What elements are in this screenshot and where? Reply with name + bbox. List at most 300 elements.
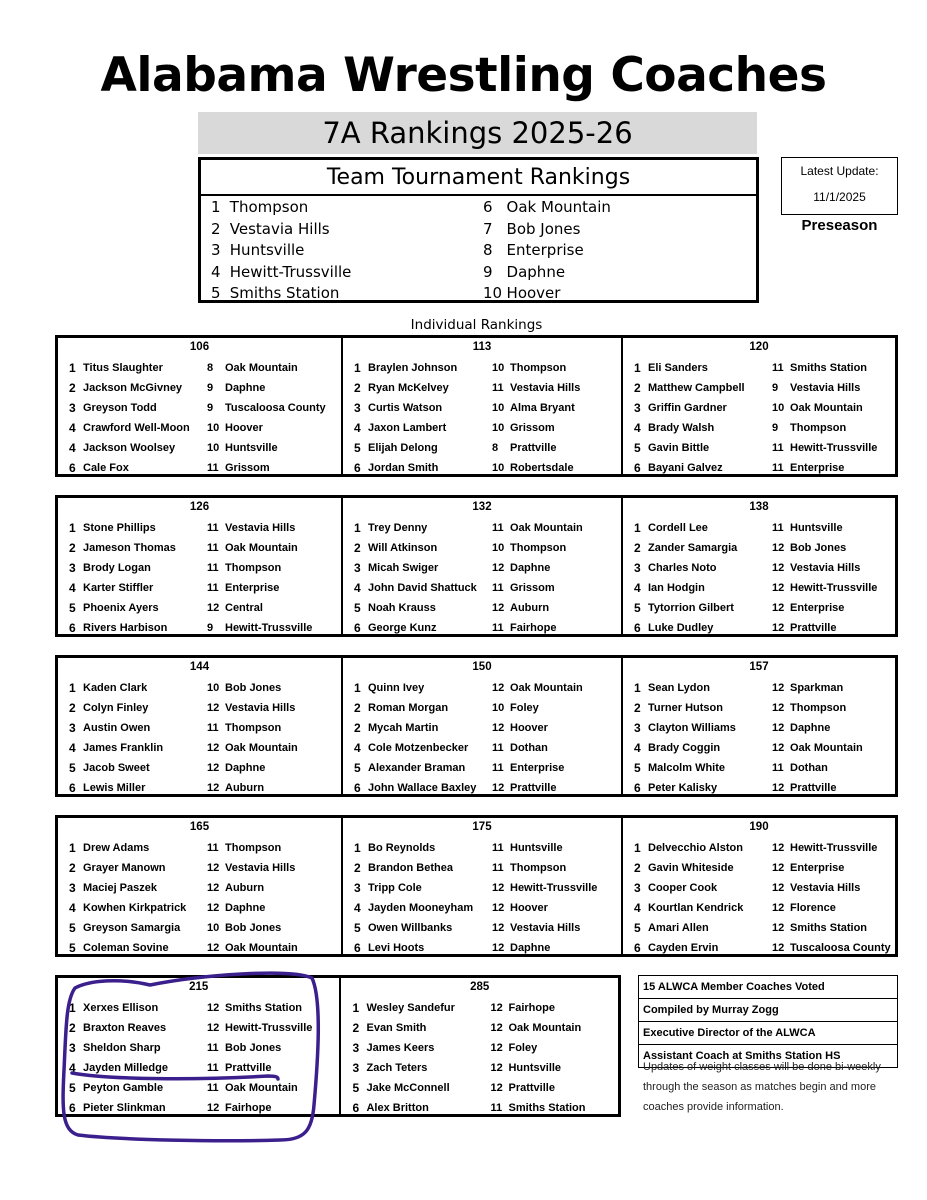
wrestler-name: Evan Smith	[366, 1022, 427, 1034]
wrestler-grade: 12	[207, 882, 220, 894]
wrestler-school: Robertsdale	[510, 462, 574, 474]
wrestler-row	[343, 838, 621, 858]
team-name: Hoover	[506, 284, 561, 303]
wrestler-name: Mycah Martin	[368, 722, 439, 734]
weight-class-block	[55, 655, 898, 797]
wrestler-school: Dothan	[510, 742, 548, 754]
weight-class-heading: 120	[749, 341, 769, 353]
wrestler-row	[58, 1098, 339, 1118]
team-ranking-row	[483, 197, 755, 219]
wrestler-grade: 11	[207, 462, 219, 474]
wrestler-name: Jackson McGivney	[83, 382, 183, 394]
wrestler-school: Oak Mountain	[508, 1022, 582, 1034]
wrestler-grade: 11	[207, 722, 219, 734]
wrestler-school: Prattville	[225, 1062, 272, 1074]
wrestler-row	[623, 358, 895, 378]
wrestler-grade: 12	[207, 1002, 220, 1014]
wrestler-name: John David Shattuck	[368, 582, 477, 594]
wrestler-row	[343, 538, 621, 558]
wrestler-name: Peyton Gamble	[83, 1082, 164, 1094]
wrestler-grade: 11	[772, 462, 784, 474]
wrestler-rank: 5	[354, 921, 361, 935]
wrestler-rank: 5	[354, 761, 361, 775]
wrestler-school: Enterprise	[510, 762, 565, 774]
wrestler-row	[623, 578, 895, 598]
wrestler-row	[343, 598, 621, 618]
wrestler-row	[58, 458, 341, 478]
wrestler-grade: 8	[492, 442, 499, 454]
wrestler-grade: 12	[772, 542, 785, 554]
wrestler-school: Dothan	[790, 762, 828, 774]
wrestler-name: Matthew Campbell	[648, 382, 745, 394]
wrestler-row	[623, 738, 895, 758]
wrestler-grade: 12	[207, 902, 220, 914]
wrestler-name: Crawford Well-Moon	[83, 422, 190, 434]
wrestler-rank: 2	[354, 541, 361, 555]
wrestler-row	[343, 678, 621, 698]
wrestler-row	[343, 758, 621, 778]
wrestler-row	[343, 698, 621, 718]
wrestler-name: Brady Walsh	[648, 422, 715, 434]
wrestler-grade: 11	[207, 1082, 219, 1094]
weight-class-175	[341, 818, 621, 954]
wrestler-row	[58, 518, 341, 538]
wrestler-grade: 11	[492, 862, 504, 874]
wrestler-rank: 3	[69, 881, 76, 895]
team-rank: 9	[483, 262, 493, 281]
wrestler-grade: 12	[207, 942, 220, 954]
wrestler-rank: 1	[69, 1001, 76, 1015]
wrestler-school: Daphne	[510, 562, 551, 574]
wrestler-row	[58, 678, 341, 698]
weight-class-heading: 165	[189, 821, 210, 833]
weight-class-heading: 175	[472, 821, 492, 833]
wrestler-grade: 12	[772, 902, 785, 914]
team-rank: 2	[211, 219, 221, 238]
wrestler-row	[623, 618, 895, 638]
wrestler-name: Zander Samargia	[648, 542, 738, 554]
team-name: Hewitt-Trussville	[229, 262, 352, 281]
wrestler-school: Oak Mountain	[790, 742, 863, 754]
wrestler-school: Fairhope	[510, 622, 557, 634]
wrestler-grade: 11	[207, 582, 219, 594]
season-status: Preseason	[801, 217, 878, 234]
wrestler-row	[343, 438, 621, 458]
weight-class-heading: 215	[189, 981, 209, 993]
wrestler-rank: 1	[354, 521, 361, 535]
weight-class-132	[341, 498, 621, 634]
wrestler-rank: 2	[634, 381, 641, 395]
wrestler-rank: 5	[352, 1081, 360, 1095]
wrestler-name: Braylen Johnson	[368, 362, 458, 374]
team-name: Oak Mountain	[506, 198, 611, 216]
wrestler-school: Grissom	[225, 462, 270, 474]
wrestler-school: Daphne	[790, 722, 831, 734]
wrestler-grade: 10	[492, 422, 505, 434]
wrestler-name: George Kunz	[368, 622, 437, 634]
team-rank: 6	[483, 198, 493, 216]
team-rank: 10	[483, 284, 503, 303]
wrestler-row	[343, 898, 621, 918]
team-rank: 4	[211, 262, 221, 281]
weight-class-heading: 106	[189, 341, 210, 353]
wrestler-grade: 12	[772, 862, 785, 874]
note-coaches-voted: 15 ALWCA Member Coaches Voted	[638, 975, 898, 999]
wrestler-row	[623, 918, 895, 938]
wrestler-row	[58, 358, 341, 378]
wrestler-name: Karter Stiffler	[83, 582, 154, 594]
wrestler-school: Huntsville	[225, 442, 278, 454]
wrestler-rank: 5	[634, 441, 641, 455]
latest-update-date: 11/1/2025	[813, 190, 866, 204]
wrestler-school: Enterprise	[790, 462, 845, 474]
wrestler-row	[343, 558, 621, 578]
weight-class-138	[621, 498, 895, 634]
wrestler-school: Fairhope	[225, 1102, 272, 1114]
wrestler-grade: 11	[207, 562, 219, 574]
wrestler-rank: 5	[69, 1081, 76, 1095]
wrestler-grade: 11	[772, 362, 784, 374]
wrestler-row	[58, 1038, 339, 1058]
wrestler-row	[58, 418, 341, 438]
wrestler-school: Oak Mountain	[225, 1082, 298, 1094]
wrestler-school: Enterprise	[225, 582, 280, 594]
wrestler-rank: 6	[69, 621, 76, 635]
wrestler-grade: 11	[492, 742, 504, 754]
wrestler-grade: 11	[207, 842, 219, 854]
wrestler-row	[343, 738, 621, 758]
weight-class-106	[58, 338, 341, 474]
wrestler-grade: 12	[772, 722, 785, 734]
wrestler-rank: 2	[69, 701, 76, 715]
wrestler-rank: 6	[634, 461, 641, 475]
wrestler-school: Oak Mountain	[790, 402, 863, 414]
wrestler-grade: 9	[207, 402, 214, 414]
wrestler-name: Grayer Manown	[83, 862, 166, 874]
wrestler-name: Jameson Thomas	[83, 542, 176, 554]
wrestler-row	[623, 438, 895, 458]
wrestler-row	[58, 558, 341, 578]
wrestler-school: Central	[225, 602, 263, 614]
wrestler-school: Hewitt-Trussville	[790, 582, 878, 594]
wrestler-name: Austin Owen	[83, 722, 151, 734]
wrestler-school: Alma Bryant	[510, 402, 575, 414]
wrestler-row	[58, 998, 339, 1018]
wrestler-name: Kowhen Kirkpatrick	[83, 902, 187, 914]
wrestler-name: Micah Swiger	[368, 562, 439, 574]
weight-class-113	[341, 338, 621, 474]
wrestler-grade: 12	[492, 562, 505, 574]
wrestler-school: Grissom	[510, 422, 555, 434]
team-ranking-row	[483, 219, 755, 241]
weight-class-heading: 144	[189, 661, 210, 673]
wrestler-school: Oak Mountain	[225, 742, 298, 754]
wrestler-rank: 5	[69, 601, 76, 615]
wrestler-grade: 11	[492, 582, 504, 594]
team-rankings-right-column	[483, 197, 755, 305]
wrestler-rank: 4	[354, 741, 361, 755]
wrestler-rank: 2	[354, 721, 361, 735]
wrestler-row	[58, 858, 341, 878]
wrestler-row	[343, 718, 621, 738]
wrestler-grade: 12	[492, 602, 505, 614]
wrestler-rank: 1	[69, 681, 76, 695]
wrestler-name: Cordell Lee	[648, 522, 708, 534]
weight-class-285	[339, 978, 618, 1114]
wrestler-name: Kaden Clark	[83, 682, 148, 694]
wrestler-row	[343, 358, 621, 378]
wrestler-rank: 6	[69, 1101, 76, 1115]
wrestler-grade: 12	[492, 922, 505, 934]
wrestler-school: Vestavia Hills	[225, 522, 296, 534]
wrestler-grade: 11	[207, 1042, 219, 1054]
wrestler-rank: 3	[634, 561, 641, 575]
weight-class-heading: 285	[470, 981, 490, 993]
wrestler-grade: 12	[772, 682, 785, 694]
wrestler-row	[623, 718, 895, 738]
wrestler-grade: 12	[772, 742, 785, 754]
weight-class-190	[621, 818, 895, 954]
wrestler-name: Ryan McKelvey	[368, 382, 449, 394]
rankings-subtitle: 7A Rankings 2025-26	[198, 112, 757, 154]
wrestler-rank: 3	[69, 1041, 76, 1055]
wrestler-name: Gavin Bittle	[648, 442, 710, 454]
wrestler-rank: 6	[354, 941, 361, 955]
wrestler-row	[343, 378, 621, 398]
wrestler-grade: 12	[772, 942, 785, 954]
wrestler-grade: 12	[492, 902, 505, 914]
wrestler-rank: 6	[634, 941, 641, 955]
wrestler-name: Greyson Todd	[83, 402, 157, 414]
wrestler-grade: 11	[492, 382, 504, 394]
wrestler-row	[341, 1098, 618, 1118]
wrestler-school: Huntsville	[510, 842, 563, 854]
wrestler-row	[343, 878, 621, 898]
wrestler-grade: 9	[772, 382, 779, 394]
wrestler-row	[58, 718, 341, 738]
wrestler-name: Jake McConnell	[366, 1082, 450, 1094]
team-rank: 8	[483, 241, 493, 260]
note-executive-director: Executive Director of the ALWCA	[638, 1021, 898, 1045]
wrestler-grade: 10	[207, 422, 220, 434]
wrestler-grade: 9	[772, 422, 779, 434]
wrestler-grade: 9	[207, 622, 214, 634]
wrestler-grade: 12	[207, 702, 220, 714]
wrestler-rank: 4	[634, 901, 641, 915]
wrestler-rank: 4	[634, 421, 641, 435]
wrestler-school: Hewitt-Trussville	[790, 442, 878, 454]
wrestler-school: Oak Mountain	[225, 942, 298, 954]
wrestler-name: Eli Sanders	[648, 362, 708, 374]
wrestler-grade: 12	[772, 882, 785, 894]
wrestler-school: Hewitt-Trussville	[790, 842, 878, 854]
wrestler-school: Bob Jones	[225, 1042, 282, 1054]
wrestler-name: Xerxes Ellison	[83, 1002, 159, 1014]
wrestler-school: Prattville	[790, 622, 837, 634]
notes-box	[638, 975, 898, 1068]
wrestler-rank: 5	[354, 441, 361, 455]
wrestler-school: Prattville	[510, 442, 557, 454]
wrestler-name: Zach Teters	[366, 1062, 428, 1074]
wrestler-rank: 6	[69, 461, 76, 475]
wrestler-rank: 6	[352, 1101, 360, 1115]
wrestler-grade: 12	[207, 1022, 220, 1034]
wrestler-rank: 4	[354, 581, 361, 595]
wrestler-rank: 2	[354, 701, 361, 715]
wrestler-row	[341, 1018, 618, 1038]
wrestler-name: Cole Motzenbecker	[368, 742, 469, 754]
wrestler-school: Foley	[510, 702, 539, 714]
wrestler-rank: 4	[69, 581, 76, 595]
wrestler-row	[341, 998, 618, 1018]
wrestler-rank: 2	[352, 1021, 360, 1035]
wrestler-name: Delvecchio Alston	[648, 842, 743, 854]
wrestler-rank: 2	[69, 541, 76, 555]
wrestler-rank: 1	[634, 681, 641, 695]
wrestler-rank: 2	[354, 381, 361, 395]
wrestler-row	[343, 418, 621, 438]
wrestler-row	[623, 898, 895, 918]
wrestler-name: John Wallace Baxley	[368, 782, 477, 794]
wrestler-name: Cale Fox	[83, 462, 129, 474]
wrestler-name: Stone Phillips	[83, 522, 156, 534]
wrestler-rank: 3	[354, 401, 361, 415]
wrestler-row	[623, 418, 895, 438]
wrestler-name: Lewis Miller	[83, 782, 146, 794]
wrestler-grade: 11	[492, 622, 504, 634]
wrestler-school: Vestavia Hills	[790, 382, 861, 394]
team-rank: 3	[211, 241, 221, 260]
latest-update-box	[781, 157, 898, 215]
wrestler-name: Braxton Reaves	[83, 1022, 167, 1034]
wrestler-row	[341, 1038, 618, 1058]
wrestler-rank: 5	[69, 921, 76, 935]
wrestler-school: Hoover	[510, 722, 548, 734]
wrestler-rank: 1	[634, 841, 641, 855]
wrestler-school: Bob Jones	[225, 922, 282, 934]
wrestler-grade: 12	[490, 1022, 503, 1034]
wrestler-school: Oak Mountain	[510, 682, 583, 694]
wrestler-grade: 10	[207, 682, 220, 694]
wrestler-row	[623, 938, 895, 958]
team-rankings-left-column	[211, 197, 483, 305]
wrestler-name: Malcolm White	[648, 762, 726, 774]
wrestler-rank: 2	[69, 381, 76, 395]
wrestler-rank: 4	[634, 581, 641, 595]
wrestler-grade: 10	[492, 542, 505, 554]
wrestler-rank: 2	[634, 701, 641, 715]
wrestler-school: Thompson	[790, 702, 847, 714]
wrestler-grade: 12	[490, 1002, 503, 1014]
team-name: Huntsville	[229, 241, 305, 260]
wrestler-rank: 5	[634, 761, 641, 775]
wrestler-row	[623, 758, 895, 778]
wrestler-school: Huntsville	[790, 522, 843, 534]
wrestler-name: Sheldon Sharp	[83, 1042, 161, 1054]
wrestler-grade: 12	[207, 1102, 220, 1114]
wrestler-school: Vestavia Hills	[790, 562, 861, 574]
wrestler-school: Smiths Station	[508, 1102, 586, 1114]
wrestler-grade: 12	[207, 862, 220, 874]
wrestler-grade: 11	[492, 762, 504, 774]
wrestler-grade: 12	[492, 722, 505, 734]
wrestler-rank: 5	[634, 921, 641, 935]
wrestler-grade: 12	[772, 782, 785, 794]
wrestler-rank: 3	[634, 401, 641, 415]
wrestler-row	[623, 598, 895, 618]
wrestler-name: Jayden Milledge	[83, 1062, 168, 1074]
wrestler-grade: 11	[207, 542, 219, 554]
wrestler-grade: 11	[207, 522, 219, 534]
wrestler-name: Clayton Williams	[648, 722, 736, 734]
wrestler-school: Thompson	[225, 842, 282, 854]
wrestler-grade: 10	[207, 922, 220, 934]
wrestler-row	[343, 398, 621, 418]
wrestler-grade: 12	[772, 562, 785, 574]
wrestler-rank: 1	[69, 841, 76, 855]
wrestler-school: Bob Jones	[225, 682, 282, 694]
weight-class-heading: 190	[749, 821, 769, 833]
wrestler-name: Jaxon Lambert	[368, 422, 447, 434]
wrestler-school: Prattville	[790, 782, 837, 794]
wrestler-rank: 1	[352, 1001, 360, 1015]
wrestler-school: Oak Mountain	[510, 522, 583, 534]
wrestler-name: Roman Morgan	[368, 702, 449, 714]
wrestler-name: Jacob Sweet	[83, 762, 150, 774]
weight-class-215	[58, 978, 339, 1114]
wrestler-grade: 11	[772, 762, 784, 774]
wrestler-name: Phoenix Ayers	[83, 602, 159, 614]
wrestler-row	[58, 1078, 339, 1098]
wrestler-school: Auburn	[510, 602, 550, 614]
wrestler-name: Owen Willbanks	[368, 922, 453, 934]
wrestler-school: Auburn	[225, 782, 265, 794]
wrestler-row	[623, 678, 895, 698]
wrestler-name: Griffin Gardner	[648, 402, 727, 414]
wrestler-name: James Franklin	[83, 742, 164, 754]
wrestler-rank: 1	[69, 521, 76, 535]
wrestler-name: Bayani Galvez	[648, 462, 723, 474]
wrestler-name: Maciej Paszek	[83, 882, 157, 894]
wrestler-school: Enterprise	[790, 862, 845, 874]
wrestler-rank: 2	[634, 541, 641, 555]
wrestler-rank: 1	[634, 521, 641, 535]
wrestler-row	[623, 878, 895, 898]
wrestler-row	[343, 458, 621, 478]
wrestler-name: Alexander Braman	[368, 762, 466, 774]
weight-class-block	[55, 815, 898, 957]
wrestler-name: Brady Coggin	[648, 742, 721, 754]
wrestler-school: Thompson	[510, 362, 567, 374]
wrestler-row	[58, 698, 341, 718]
wrestler-name: Brandon Bethea	[368, 862, 453, 874]
weight-class-heading: 157	[749, 661, 769, 673]
wrestler-row	[623, 698, 895, 718]
wrestler-rank: 2	[69, 861, 76, 875]
wrestler-row	[343, 858, 621, 878]
wrestler-grade: 12	[207, 782, 220, 794]
wrestler-school: Enterprise	[790, 602, 845, 614]
wrestler-grade: 12	[207, 602, 220, 614]
wrestler-school: Daphne	[225, 762, 266, 774]
note-assistant-coach: Assistant Coach at Smiths Station HS	[638, 1044, 898, 1068]
wrestler-row	[58, 1018, 339, 1038]
wrestler-school: Smiths Station	[225, 1002, 303, 1014]
wrestler-school: Tuscaloosa County	[225, 402, 326, 414]
wrestler-row	[341, 1058, 618, 1078]
wrestler-row	[343, 778, 621, 798]
wrestler-name: Titus Slaughter	[83, 362, 163, 374]
